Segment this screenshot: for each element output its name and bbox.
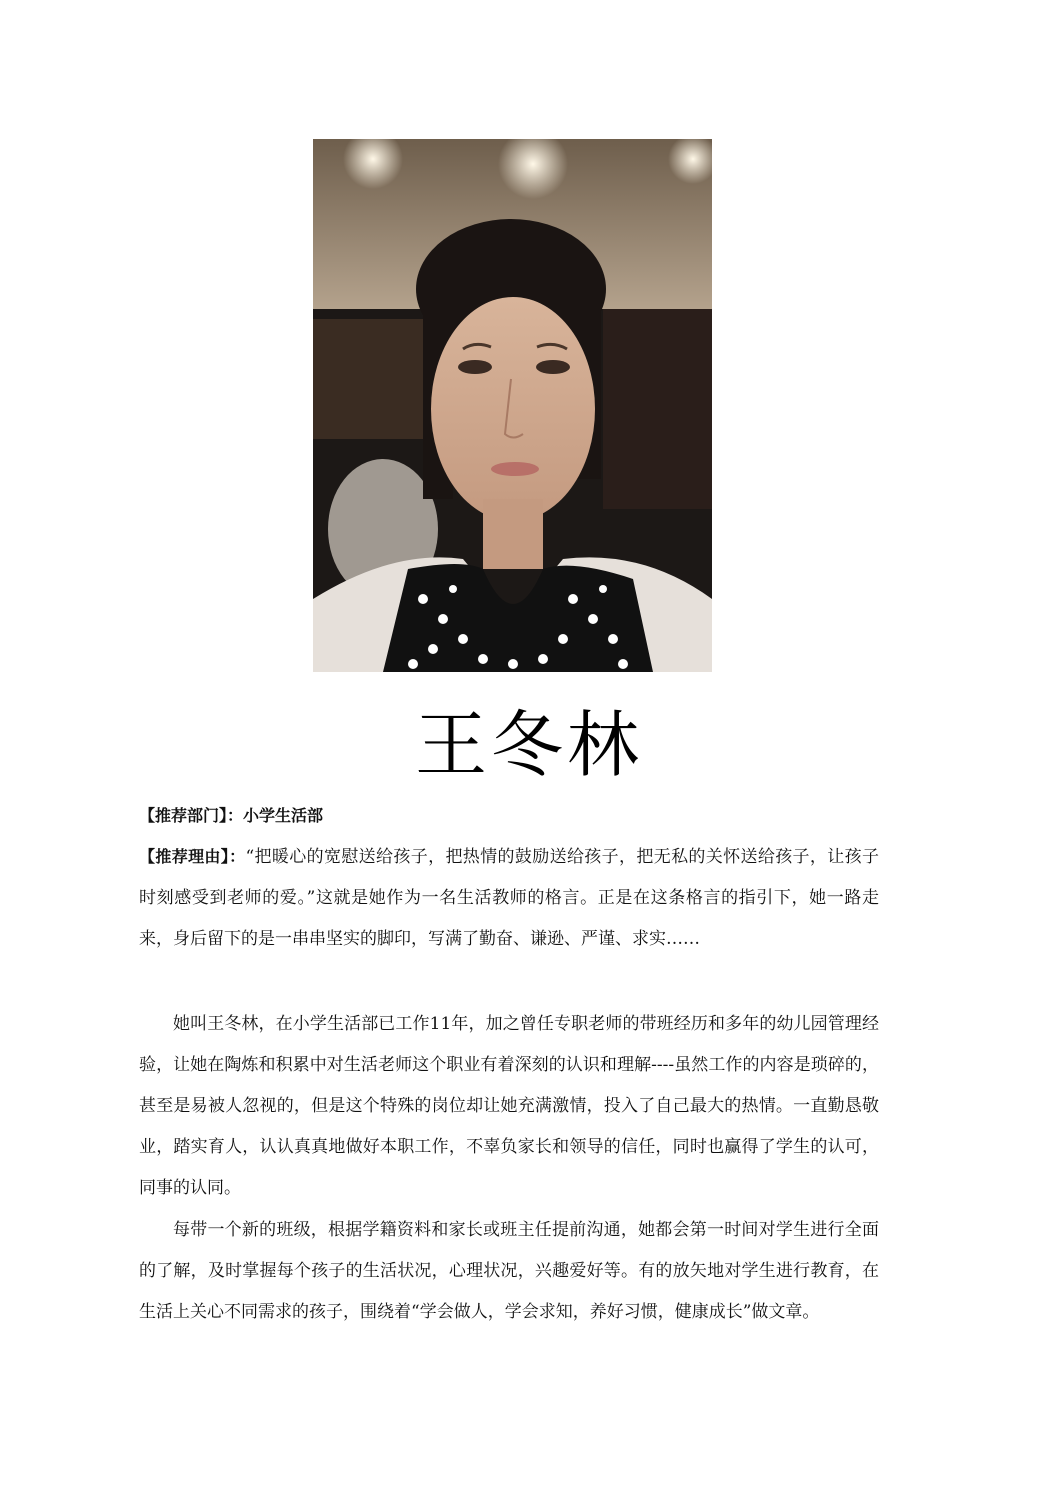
portrait-illustration — [313, 139, 712, 672]
reason-label: 【推荐理由】： — [139, 847, 246, 866]
reason-text: “把暖心的宽慰送给孩子，把热情的鼓励送给孩子，把无私的关怀送给孩子，让孩子时刻感受到老师的爱。”这就是她作为一名生活教师的格言。正是在这条格言的指引下，她一路走来，身后留下的是一串串坚实的脚印，写满了勤奋、谦逊、严谨、求实…… — [139, 847, 879, 949]
dept-label: 【推荐部门】： — [139, 806, 244, 825]
body-paragraph-2 — [139, 1004, 879, 1209]
paragraph-3-text: 每带一个新的班级，根据学籍资料和家长或班主任提前沟通，她都会第一时间对学生进行全面的了解，及时掌握每个孩子的生活状况，心理状况，兴趣爱好等。有的放矢地对学生进行教育，在生活上关心不同需求的孩子，围绕着“学会做人，学会求知，养好习惯，健康成长”做文章。 — [139, 1220, 879, 1322]
dept-value: 小学生活部 — [243, 806, 324, 825]
person-name: 王冬林 — [414, 703, 643, 787]
recommend-department — [139, 795, 879, 837]
body-paragraph-3 — [139, 1210, 879, 1333]
paragraph-2-text: 她叫王冬林，在小学生活部已工作11年，加之曾任专职老师的带班经历和多年的幼儿园管理经验，让她在陶炼和积累中对生活老师这个职业有着深刻的认识和理解----虽然工作的内容是琐碎的，甚至是易被人忽视的，但是这个特殊的岗位却让她充满激情，投入了自己最大的热情。一直勤恳敬业，踏实育人，认认真真地做好本职工作，不辜负家长和领导的信任，同时也赢得了学生的认可，同事的认同。 — [139, 1014, 879, 1198]
portrait-photo — [313, 139, 712, 672]
recommend-reason — [139, 836, 879, 960]
